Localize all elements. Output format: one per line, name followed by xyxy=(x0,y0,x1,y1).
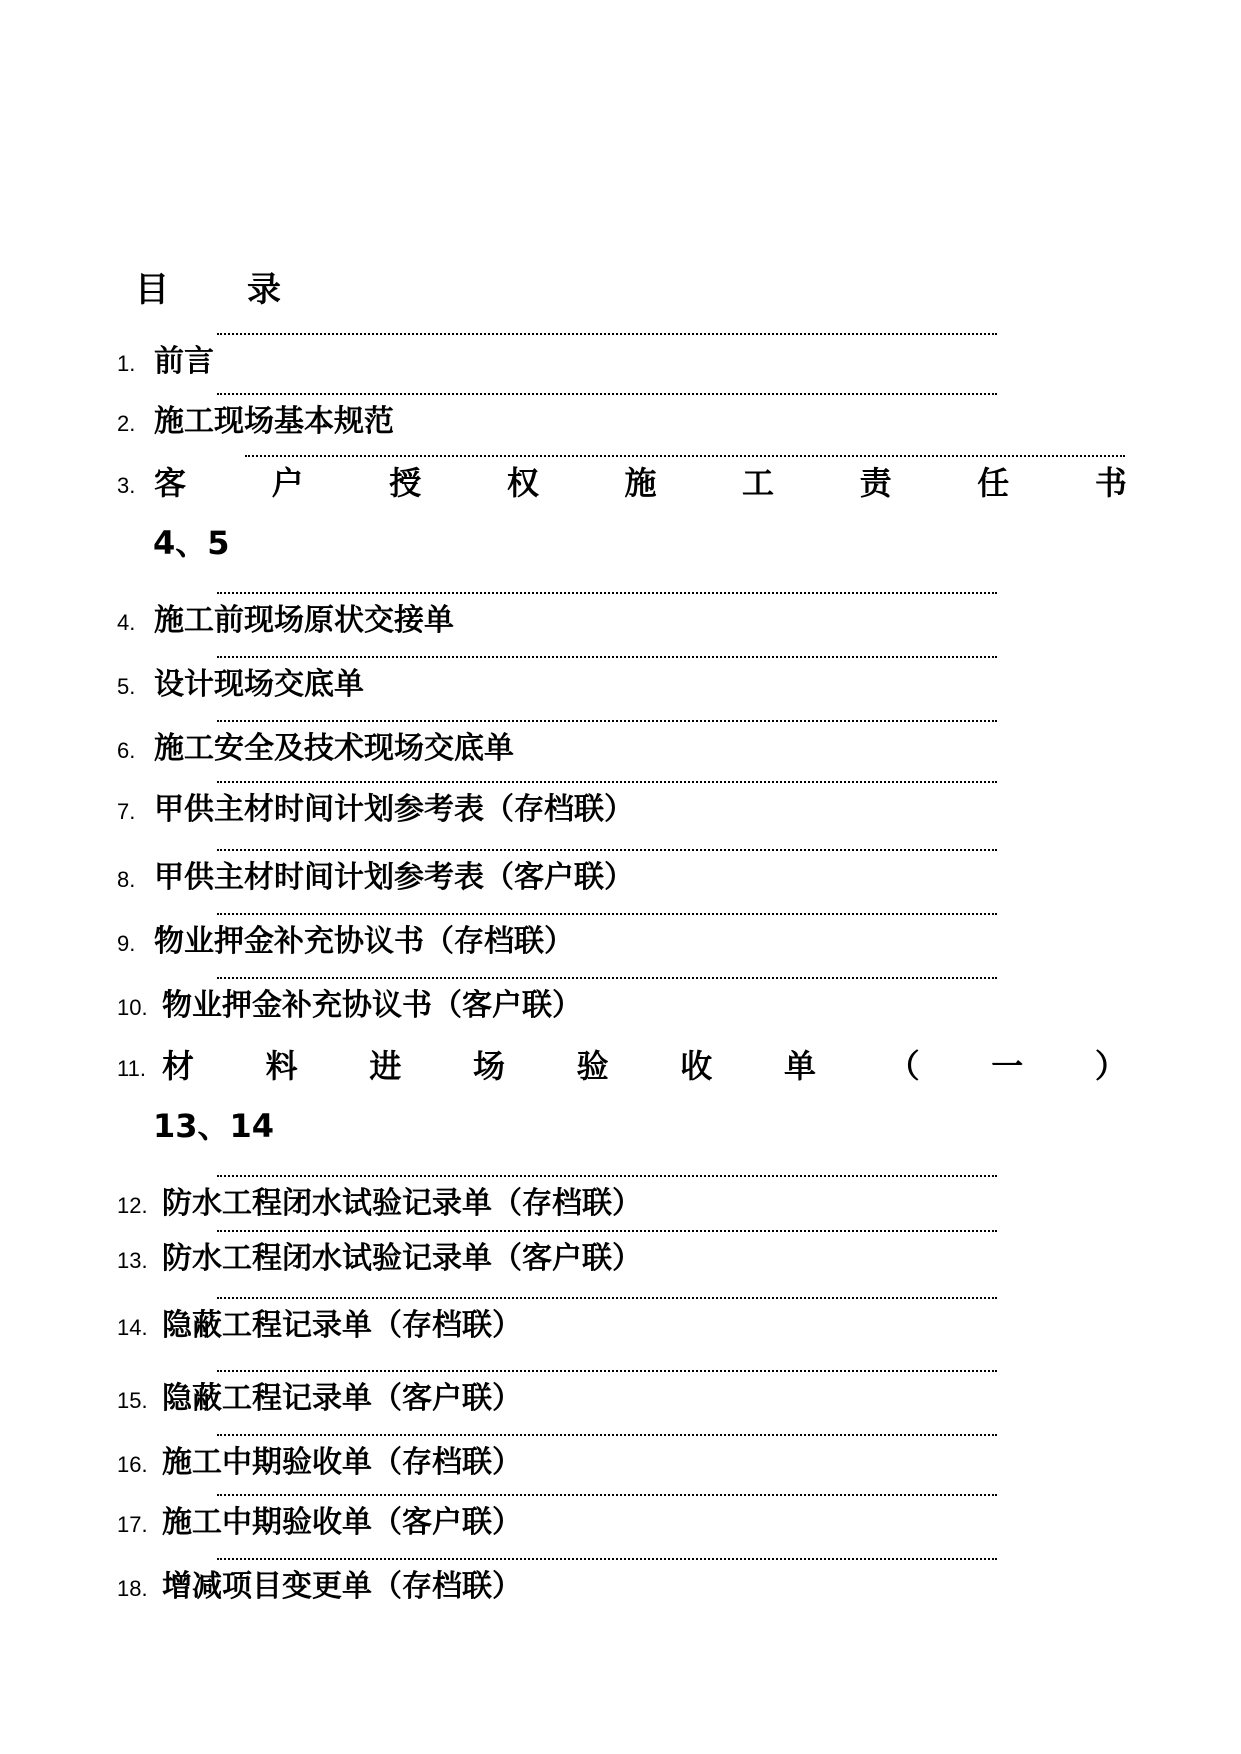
toc-entry[interactable] xyxy=(117,1494,997,1538)
dot-leader xyxy=(245,455,1125,457)
page-ref-continuation: 13、14 xyxy=(153,1107,275,1145)
toc-entry[interactable] xyxy=(117,592,997,636)
entry-label: 甲供主材时间计划参考表（客户联） xyxy=(154,860,634,895)
toc-entry[interactable] xyxy=(117,1434,997,1478)
entry-label: 防水工程闭水试验记录单（客户联） xyxy=(162,1241,642,1276)
entry-char: 收 xyxy=(680,1047,713,1085)
entry-label: 物业押金补充协议书（客户联） xyxy=(162,988,582,1023)
toc-entry[interactable] xyxy=(117,1230,997,1274)
toc-title-char-2: 录 xyxy=(247,270,281,310)
dot-leader xyxy=(217,1370,997,1372)
entry-char: 验 xyxy=(576,1047,609,1085)
entry-char: 场 xyxy=(472,1047,505,1085)
entry-char: 工 xyxy=(742,464,775,502)
entry-label: 施工中期验收单（客户联） xyxy=(162,1505,522,1540)
entry-number: 17. xyxy=(117,1512,148,1537)
toc-entry[interactable] xyxy=(117,977,997,1021)
dot-leader xyxy=(217,913,997,915)
entry-number: 4. xyxy=(117,610,136,635)
entry-label: 隐蔽工程记录单（存档联） xyxy=(162,1308,522,1343)
entry-char: 授 xyxy=(389,464,422,502)
dot-leader xyxy=(217,720,997,722)
entry-number: 13. xyxy=(117,1248,148,1273)
toc-entry[interactable] xyxy=(117,656,997,700)
entry-number: 14. xyxy=(117,1315,148,1340)
entry-char: ） xyxy=(1094,1047,1127,1085)
entry-number: 12. xyxy=(117,1193,148,1218)
entry-number: 11. xyxy=(117,1056,146,1081)
toc-entry[interactable] xyxy=(117,393,997,437)
dot-leader xyxy=(217,849,997,851)
entry-number: 8. xyxy=(117,867,136,892)
entry-number: 3. xyxy=(117,473,136,498)
entry-label: 前言 xyxy=(154,344,214,379)
toc-entry[interactable] xyxy=(117,1370,997,1414)
entry-number: 5. xyxy=(117,674,136,699)
entry-char: 单 xyxy=(783,1047,816,1085)
entry-char: 一 xyxy=(991,1047,1024,1085)
entry-char: 书 xyxy=(1094,464,1127,502)
entry-number: 18. xyxy=(117,1576,148,1601)
entry-char: 料 xyxy=(265,1047,298,1085)
entry-label: 施工中期验收单（存档联） xyxy=(162,1445,522,1480)
dot-leader xyxy=(217,781,997,783)
toc-entry[interactable] xyxy=(117,1175,997,1219)
entry-char: （ xyxy=(887,1047,920,1085)
toc-entry[interactable] xyxy=(117,849,997,893)
entry-label-spread xyxy=(154,464,1127,502)
toc-entry[interactable] xyxy=(117,913,997,957)
dot-leader xyxy=(217,333,997,335)
entry-label: 物业押金补充协议书（存档联） xyxy=(154,924,574,959)
dot-leader xyxy=(217,1434,997,1436)
dot-leader xyxy=(217,1494,997,1496)
entry-label: 防水工程闭水试验记录单（存档联） xyxy=(162,1186,642,1221)
entry-number: 1. xyxy=(117,351,136,376)
dot-leader xyxy=(217,393,997,395)
dot-leader xyxy=(217,1230,997,1232)
entry-number: 2. xyxy=(117,411,136,436)
entry-label: 施工现场基本规范 xyxy=(154,404,394,439)
entry-number: 10. xyxy=(117,995,148,1020)
entry-label: 施工前现场原状交接单 xyxy=(154,603,454,638)
entry-label: 增减项目变更单（存档联） xyxy=(162,1569,522,1604)
entry-char: 材 xyxy=(162,1047,195,1085)
entry-char: 户 xyxy=(271,464,304,502)
dot-leader xyxy=(217,1558,997,1560)
entry-number: 6. xyxy=(117,738,136,763)
dot-leader xyxy=(217,1175,997,1177)
toc-entry[interactable] xyxy=(117,1297,997,1341)
entry-char: 任 xyxy=(977,464,1010,502)
entry-number: 9. xyxy=(117,931,136,956)
dot-leader xyxy=(217,592,997,594)
entry-number: 15. xyxy=(117,1388,148,1413)
entry-label: 设计现场交底单 xyxy=(154,667,364,702)
entry-char: 责 xyxy=(859,464,892,502)
entry-label: 施工安全及技术现场交底单 xyxy=(154,731,514,766)
entry-char: 权 xyxy=(506,464,539,502)
entry-label: 隐蔽工程记录单（客户联） xyxy=(162,1381,522,1416)
entry-label-spread xyxy=(162,1047,1127,1085)
dot-leader xyxy=(217,656,997,658)
page-ref-continuation: 4、5 xyxy=(153,524,230,562)
dot-leader xyxy=(217,977,997,979)
toc-entry[interactable] xyxy=(117,455,1127,502)
toc-title-char-1: 目 xyxy=(135,270,169,310)
entry-char: 进 xyxy=(369,1047,402,1085)
entry-number: 7. xyxy=(117,799,136,824)
dot-leader xyxy=(217,1297,997,1299)
toc-entry[interactable] xyxy=(117,333,997,377)
entry-number: 16. xyxy=(117,1452,148,1477)
toc-entry[interactable] xyxy=(117,720,997,764)
entry-char: 施 xyxy=(624,464,657,502)
entry-char: 客 xyxy=(154,464,187,502)
toc-entry[interactable] xyxy=(117,1038,1127,1085)
toc-entry[interactable] xyxy=(117,781,997,825)
entry-label: 甲供主材时间计划参考表（存档联） xyxy=(154,792,634,827)
toc-entry[interactable] xyxy=(117,1558,997,1602)
